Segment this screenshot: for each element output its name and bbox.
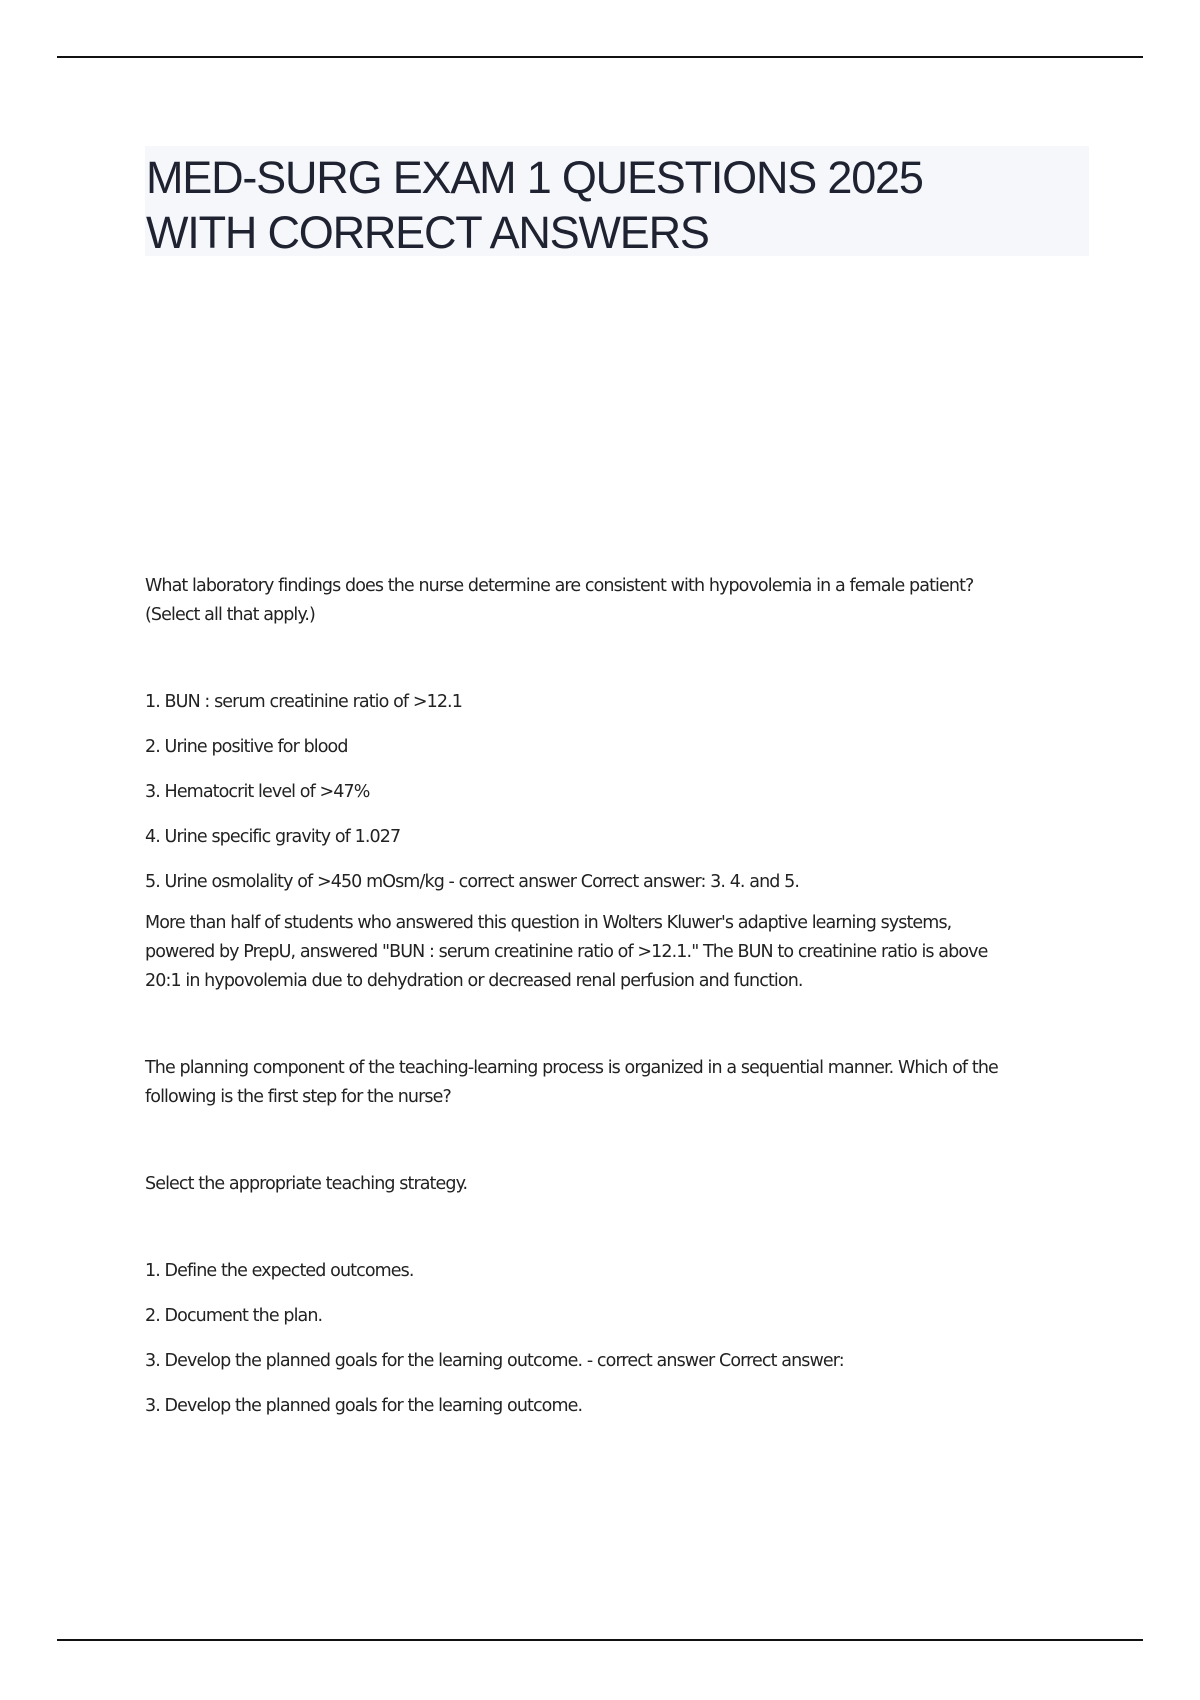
- question-2-option-1: 1. Define the expected outcomes.: [145, 1261, 414, 1281]
- bottom-rule: [57, 1639, 1143, 1641]
- question-2-answer-repeat: 3. Develop the planned goals for the learning outcome.: [145, 1396, 583, 1416]
- question-1-option-4: 4. Urine specific gravity of 1.027: [145, 827, 401, 847]
- document-body: [145, 572, 1085, 1437]
- question-1-option-5: 5. Urine osmolality of >450 mOsm/kg - correct answer Correct answer: 3. 4. and 5.: [145, 872, 800, 892]
- title-line-2: WITH CORRECT ANSWERS: [146, 207, 709, 258]
- question-2: [145, 1054, 1085, 1421]
- question-2-option-3: 3. Develop the planned goals for the learning outcome. - correct answer Correct answer:: [145, 1351, 844, 1371]
- question-1-option-3: 3. Hematocrit level of >47%: [145, 782, 370, 802]
- question-1-prompt-line-1: What laboratory findings does the nurse determine are consistent with hypovolemia in a female patient?: [145, 576, 974, 596]
- document-title: [145, 146, 1089, 256]
- question-2-sub-prompt: Select the appropriate teaching strategy.: [145, 1174, 468, 1194]
- question-2-prompt-line-2: following is the first step for the nurse?: [145, 1087, 451, 1107]
- question-2-prompt: [145, 1054, 1085, 1112]
- question-2-option-2: 2. Document the plan.: [145, 1306, 323, 1326]
- rationale-line-3: 20:1 in hypovolemia due to dehydration or decreased renal perfusion and function.: [145, 971, 803, 991]
- question-1-prompt-line-2: (Select all that apply.): [145, 605, 315, 625]
- question-1: [145, 572, 1085, 996]
- title-line-1: MED-SURG EXAM 1 QUESTIONS 2025: [146, 152, 923, 203]
- question-1-option-2: 2. Urine positive for blood: [145, 737, 348, 757]
- question-1-rationale: [145, 909, 1085, 996]
- top-rule: [57, 56, 1143, 58]
- rationale-line-1: More than half of students who answered this question in Wolters Kluwer's adaptive learning systems,: [145, 913, 952, 933]
- question-2-prompt-line-1: The planning component of the teaching-learning process is organized in a sequential manner. Which of the: [145, 1058, 998, 1078]
- rationale-line-2: powered by PrepU, answered "BUN : serum creatinine ratio of >12.1." The BUN to creatinine ratio is above: [145, 942, 988, 962]
- question-1-prompt: [145, 572, 1085, 630]
- question-1-option-1: 1. BUN : serum creatinine ratio of >12.1: [145, 692, 462, 712]
